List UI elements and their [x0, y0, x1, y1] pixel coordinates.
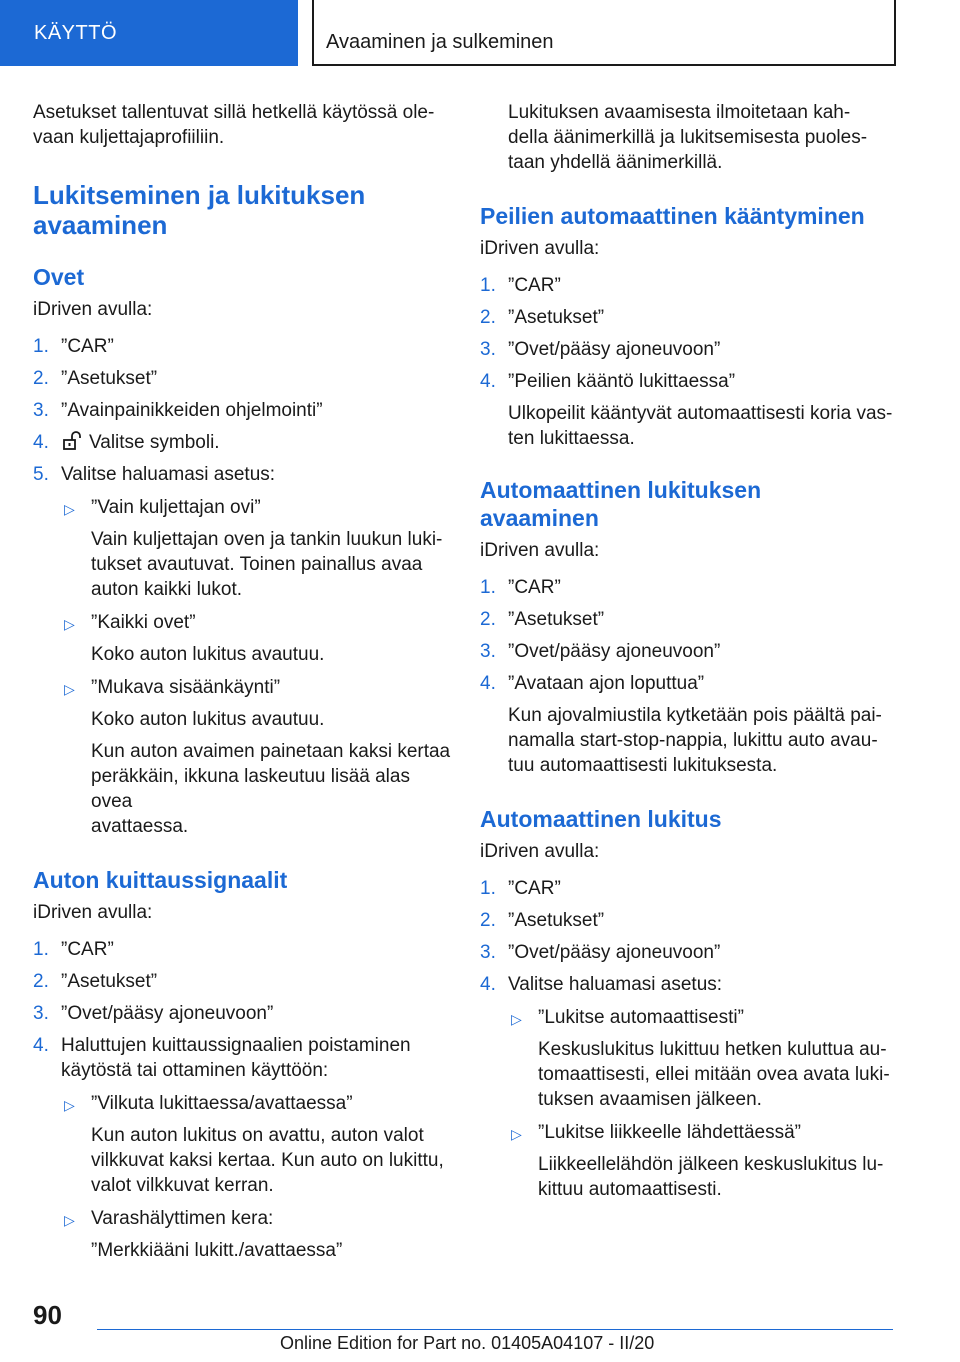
list-text-cont: käytöstä tai ottaminen käyttöön:	[61, 1060, 329, 1081]
list-text: ”Asetukset”	[508, 609, 605, 630]
list-item	[33, 462, 453, 487]
page-header	[0, 0, 960, 66]
list-text: ”CAR”	[61, 939, 114, 960]
continued-text: della äänimerkillä ja lukitsemisesta puoles-	[508, 127, 868, 148]
option-desc: Vain kuljettajan oven ja tankin luukun luki-	[91, 529, 443, 550]
option-desc: Kun auton avaimen painetaan kaksi kertaa	[91, 741, 451, 762]
list-number: 4.	[33, 432, 49, 453]
list-text: ”Asetukset”	[508, 307, 605, 328]
list-item	[480, 972, 900, 997]
item-desc: tuu automaattisesti lukituksesta.	[508, 755, 778, 776]
list-item	[480, 639, 900, 664]
list-item	[480, 575, 900, 600]
autounlock-heading-line-2: avaaminen	[480, 505, 599, 531]
option-label: ”Vain kuljettajan ovi”	[91, 497, 261, 518]
list-item	[33, 430, 453, 455]
edition-text: Online Edition for Part no. 01405A04107 - II/20	[280, 1333, 655, 1353]
option-desc: Kun auton lukitus on avattu, auton valot	[91, 1125, 424, 1146]
list-number: 2.	[33, 971, 49, 992]
option-item	[33, 495, 453, 520]
list-number: 2.	[480, 910, 496, 931]
triangle-bullet-icon: ▷	[511, 1011, 522, 1027]
list-number: 1.	[480, 577, 496, 598]
option-desc: peräkkäin, ikkuna laskeutuu lisää alas ovea	[91, 766, 410, 812]
intro-line-1: Asetukset tallentuvat sillä hetkellä käytössä ole-	[33, 102, 435, 123]
option-item	[33, 610, 453, 635]
list-text: Valitse haluamasi asetus:	[61, 464, 276, 485]
continued-text: taan yhdellä äänimerkillä.	[508, 152, 723, 173]
signals-lead: iDriven avulla:	[33, 902, 153, 923]
option-desc: avattaessa.	[91, 816, 189, 837]
option-item	[480, 1005, 900, 1030]
option-label: ”Lukitse liikkeelle lähdettäessä”	[538, 1122, 801, 1143]
option-desc: tukset avautuvat. Toinen painallus avaa	[91, 554, 423, 575]
item-desc: namalla start-stop-nappia, lukittu auto avau-	[508, 730, 878, 751]
right-column	[480, 100, 900, 1202]
option-desc: kittuu automaattisesti.	[538, 1179, 722, 1200]
list-item	[33, 1033, 453, 1058]
list-text: ”Ovet/pääsy ajoneuvoon”	[508, 339, 721, 360]
section-tab: KÄYTTÖ	[0, 0, 298, 66]
list-text: Haluttujen kuittaussignaalien poistaminen	[61, 1035, 411, 1056]
list-number: 1.	[33, 336, 49, 357]
list-number: 1.	[33, 939, 49, 960]
option-desc: auton kaikki lukot.	[91, 579, 243, 600]
list-item	[33, 334, 453, 359]
option-label: ”Mukava sisäänkäynti”	[91, 677, 281, 698]
list-number: 3.	[33, 400, 49, 421]
list-item	[480, 908, 900, 933]
list-item	[480, 940, 900, 965]
list-text: ”Asetukset”	[61, 971, 158, 992]
option-item	[33, 1206, 453, 1231]
list-text: ”Peilien kääntö lukittaessa”	[508, 371, 736, 392]
continued-text: Lukituksen avaamisesta ilmoitetaan kah-	[508, 102, 851, 123]
option-desc: Koko auton lukitus avautuu.	[91, 644, 325, 665]
list-item	[480, 607, 900, 632]
option-desc: Koko auton lukitus avautuu.	[91, 709, 325, 730]
intro-line-2: vaan kuljettajaprofiiliin.	[33, 127, 225, 148]
triangle-bullet-icon: ▷	[64, 681, 75, 697]
autounlock-lead: iDriven avulla:	[480, 540, 600, 561]
item-desc: Ulkopeilit kääntyvät automaattisesti koria vas-	[508, 403, 893, 424]
list-number: 5.	[33, 464, 49, 485]
list-item	[480, 876, 900, 901]
list-number: 4.	[480, 673, 496, 694]
list-text: ”Ovet/pääsy ajoneuvoon”	[508, 942, 721, 963]
triangle-bullet-icon: ▷	[64, 1212, 75, 1228]
unlock-icon	[61, 430, 83, 452]
list-text: ”Ovet/pääsy ajoneuvoon”	[61, 1003, 274, 1024]
option-desc: vilkkuvat kaksi kertaa. Kun auto on lukittu,	[91, 1150, 444, 1171]
list-item	[33, 366, 453, 391]
chapter-title-text: Avaaminen ja sulkeminen	[326, 31, 554, 53]
list-text: ”CAR”	[508, 577, 561, 598]
triangle-bullet-icon: ▷	[64, 1097, 75, 1113]
list-text: ”Avainpainikkeiden ohjelmointi”	[61, 400, 323, 421]
list-number: 1.	[480, 878, 496, 899]
left-column	[33, 100, 453, 1263]
autounlock-heading-line-1: Automaattinen lukituksen	[480, 477, 762, 503]
list-number: 3.	[480, 641, 496, 662]
list-number: 1.	[480, 275, 496, 296]
list-number: 3.	[480, 339, 496, 360]
list-item	[480, 305, 900, 330]
list-number: 4.	[480, 371, 496, 392]
option-item	[480, 1120, 900, 1145]
list-item	[480, 671, 900, 696]
doors-lead: iDriven avulla:	[33, 299, 153, 320]
list-item	[33, 969, 453, 994]
autolock-lead: iDriven avulla:	[480, 841, 600, 862]
list-text: Valitse haluamasi asetus:	[508, 974, 723, 995]
option-item	[33, 675, 453, 700]
option-desc: Liikkeellelähdön jälkeen keskuslukitus lu-	[538, 1154, 884, 1175]
list-item	[33, 937, 453, 962]
option-label: ”Lukitse automaattisesti”	[538, 1007, 744, 1028]
list-number: 2.	[480, 307, 496, 328]
option-label: ”Kaikki ovet”	[91, 612, 196, 633]
list-text: ”Avataan ajon loputtua”	[508, 673, 705, 694]
item-desc: ten lukittaessa.	[508, 428, 635, 449]
option-desc: ”Merkkiääni lukitt./avattaessa”	[91, 1240, 343, 1261]
option-desc: Keskuslukitus lukittuu hetken kuluttua au-	[538, 1039, 887, 1060]
list-text: ”CAR”	[508, 275, 561, 296]
list-text: ”Asetukset”	[508, 910, 605, 931]
main-heading-line-2: avaaminen	[33, 210, 168, 240]
doors-heading: Ovet	[33, 264, 85, 290]
chapter-title	[312, 0, 896, 66]
list-number: 2.	[33, 368, 49, 389]
list-item	[480, 337, 900, 362]
option-desc: valot vilkkuvat kerran.	[91, 1175, 274, 1196]
option-item	[33, 1091, 453, 1116]
autolock-heading: Automaattinen lukitus	[480, 806, 722, 832]
list-item	[480, 273, 900, 298]
triangle-bullet-icon: ▷	[511, 1126, 522, 1142]
list-number: 2.	[480, 609, 496, 630]
list-number: 4.	[33, 1035, 49, 1056]
signals-heading: Auton kuittaussignaalit	[33, 867, 288, 893]
footer-divider	[97, 1329, 893, 1330]
list-text: ”Ovet/pääsy ajoneuvoon”	[508, 641, 721, 662]
list-item	[480, 369, 900, 394]
list-text: ”CAR”	[61, 336, 114, 357]
list-number: 4.	[480, 974, 496, 995]
triangle-bullet-icon: ▷	[64, 501, 75, 517]
list-item	[33, 398, 453, 423]
list-number: 3.	[33, 1003, 49, 1024]
mirrors-lead: iDriven avulla:	[480, 238, 600, 259]
main-heading-line-1: Lukitseminen ja lukituksen	[33, 180, 366, 210]
list-text: ”CAR”	[508, 878, 561, 899]
list-text: Valitse symboli.	[89, 432, 220, 453]
item-desc: Kun ajovalmiustila kytketään pois päältä pai-	[508, 705, 882, 726]
list-text: ”Asetukset”	[61, 368, 158, 389]
triangle-bullet-icon: ▷	[64, 616, 75, 632]
option-label: ”Vilkuta lukittaessa/avattaessa”	[91, 1093, 353, 1114]
mirrors-heading: Peilien automaattinen kääntyminen	[480, 203, 865, 229]
list-number: 3.	[480, 942, 496, 963]
page-number: 90	[33, 1300, 62, 1330]
list-item	[33, 1001, 453, 1026]
option-label: Varashälyttimen kera:	[91, 1208, 274, 1229]
option-desc: tomaattisesti, ellei mitään ovea avata luki-	[538, 1064, 890, 1085]
option-desc: tuksen avaamisen jälkeen.	[538, 1089, 762, 1110]
